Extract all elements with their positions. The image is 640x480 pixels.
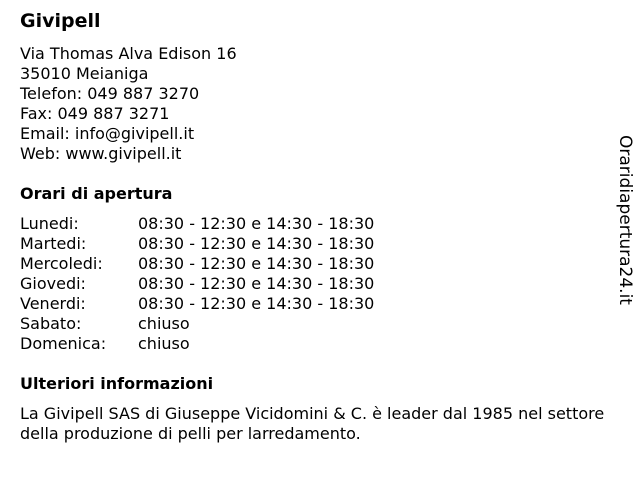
hours-time: 08:30 - 12:30 e 14:30 - 18:30 — [138, 254, 375, 273]
street-address: Via Thomas Alva Edison 16 — [20, 44, 237, 63]
opening-hours-heading: Orari di apertura — [20, 184, 173, 203]
hours-day: Giovedi: — [20, 274, 86, 293]
city-line: 35010 Meianiga — [20, 64, 149, 83]
hours-row — [20, 294, 440, 314]
hours-row — [20, 214, 440, 234]
fax-line: Fax: 049 887 3271 — [20, 104, 170, 123]
hours-time: 08:30 - 12:30 e 14:30 - 18:30 — [138, 214, 375, 233]
hours-time: chiuso — [138, 314, 190, 333]
hours-row — [20, 314, 440, 334]
business-description: La Givipell SAS di Giuseppe Vicidomini & C. è leader dal 1985 nel settore della produzione di pelli per larredamento. — [20, 404, 605, 443]
hours-day: Mercoledi: — [20, 254, 103, 273]
hours-time: 08:30 - 12:30 e 14:30 - 18:30 — [138, 234, 375, 253]
additional-info-heading: Ulteriori informazioni — [20, 374, 214, 393]
hours-day: Lunedi: — [20, 214, 79, 233]
phone-line: Telefon: 049 887 3270 — [20, 84, 200, 103]
hours-row — [20, 234, 440, 254]
web-line: Web: www.givipell.it — [20, 144, 182, 163]
hours-day: Martedi: — [20, 234, 87, 253]
site-watermark: Oraridiapertura24.it — [615, 135, 635, 305]
hours-row — [20, 254, 440, 274]
hours-time: 08:30 - 12:30 e 14:30 - 18:30 — [138, 294, 375, 313]
hours-time: chiuso — [138, 334, 190, 353]
business-name: Givipell — [20, 10, 101, 32]
hours-row — [20, 274, 440, 294]
hours-row — [20, 334, 440, 354]
hours-day: Domenica: — [20, 334, 107, 353]
email-line: Email: info@givipell.it — [20, 124, 195, 143]
contact-block — [20, 44, 237, 164]
hours-day: Venerdi: — [20, 294, 86, 313]
hours-time: 08:30 - 12:30 e 14:30 - 18:30 — [138, 274, 375, 293]
opening-hours-table — [20, 214, 440, 354]
hours-day: Sabato: — [20, 314, 82, 333]
